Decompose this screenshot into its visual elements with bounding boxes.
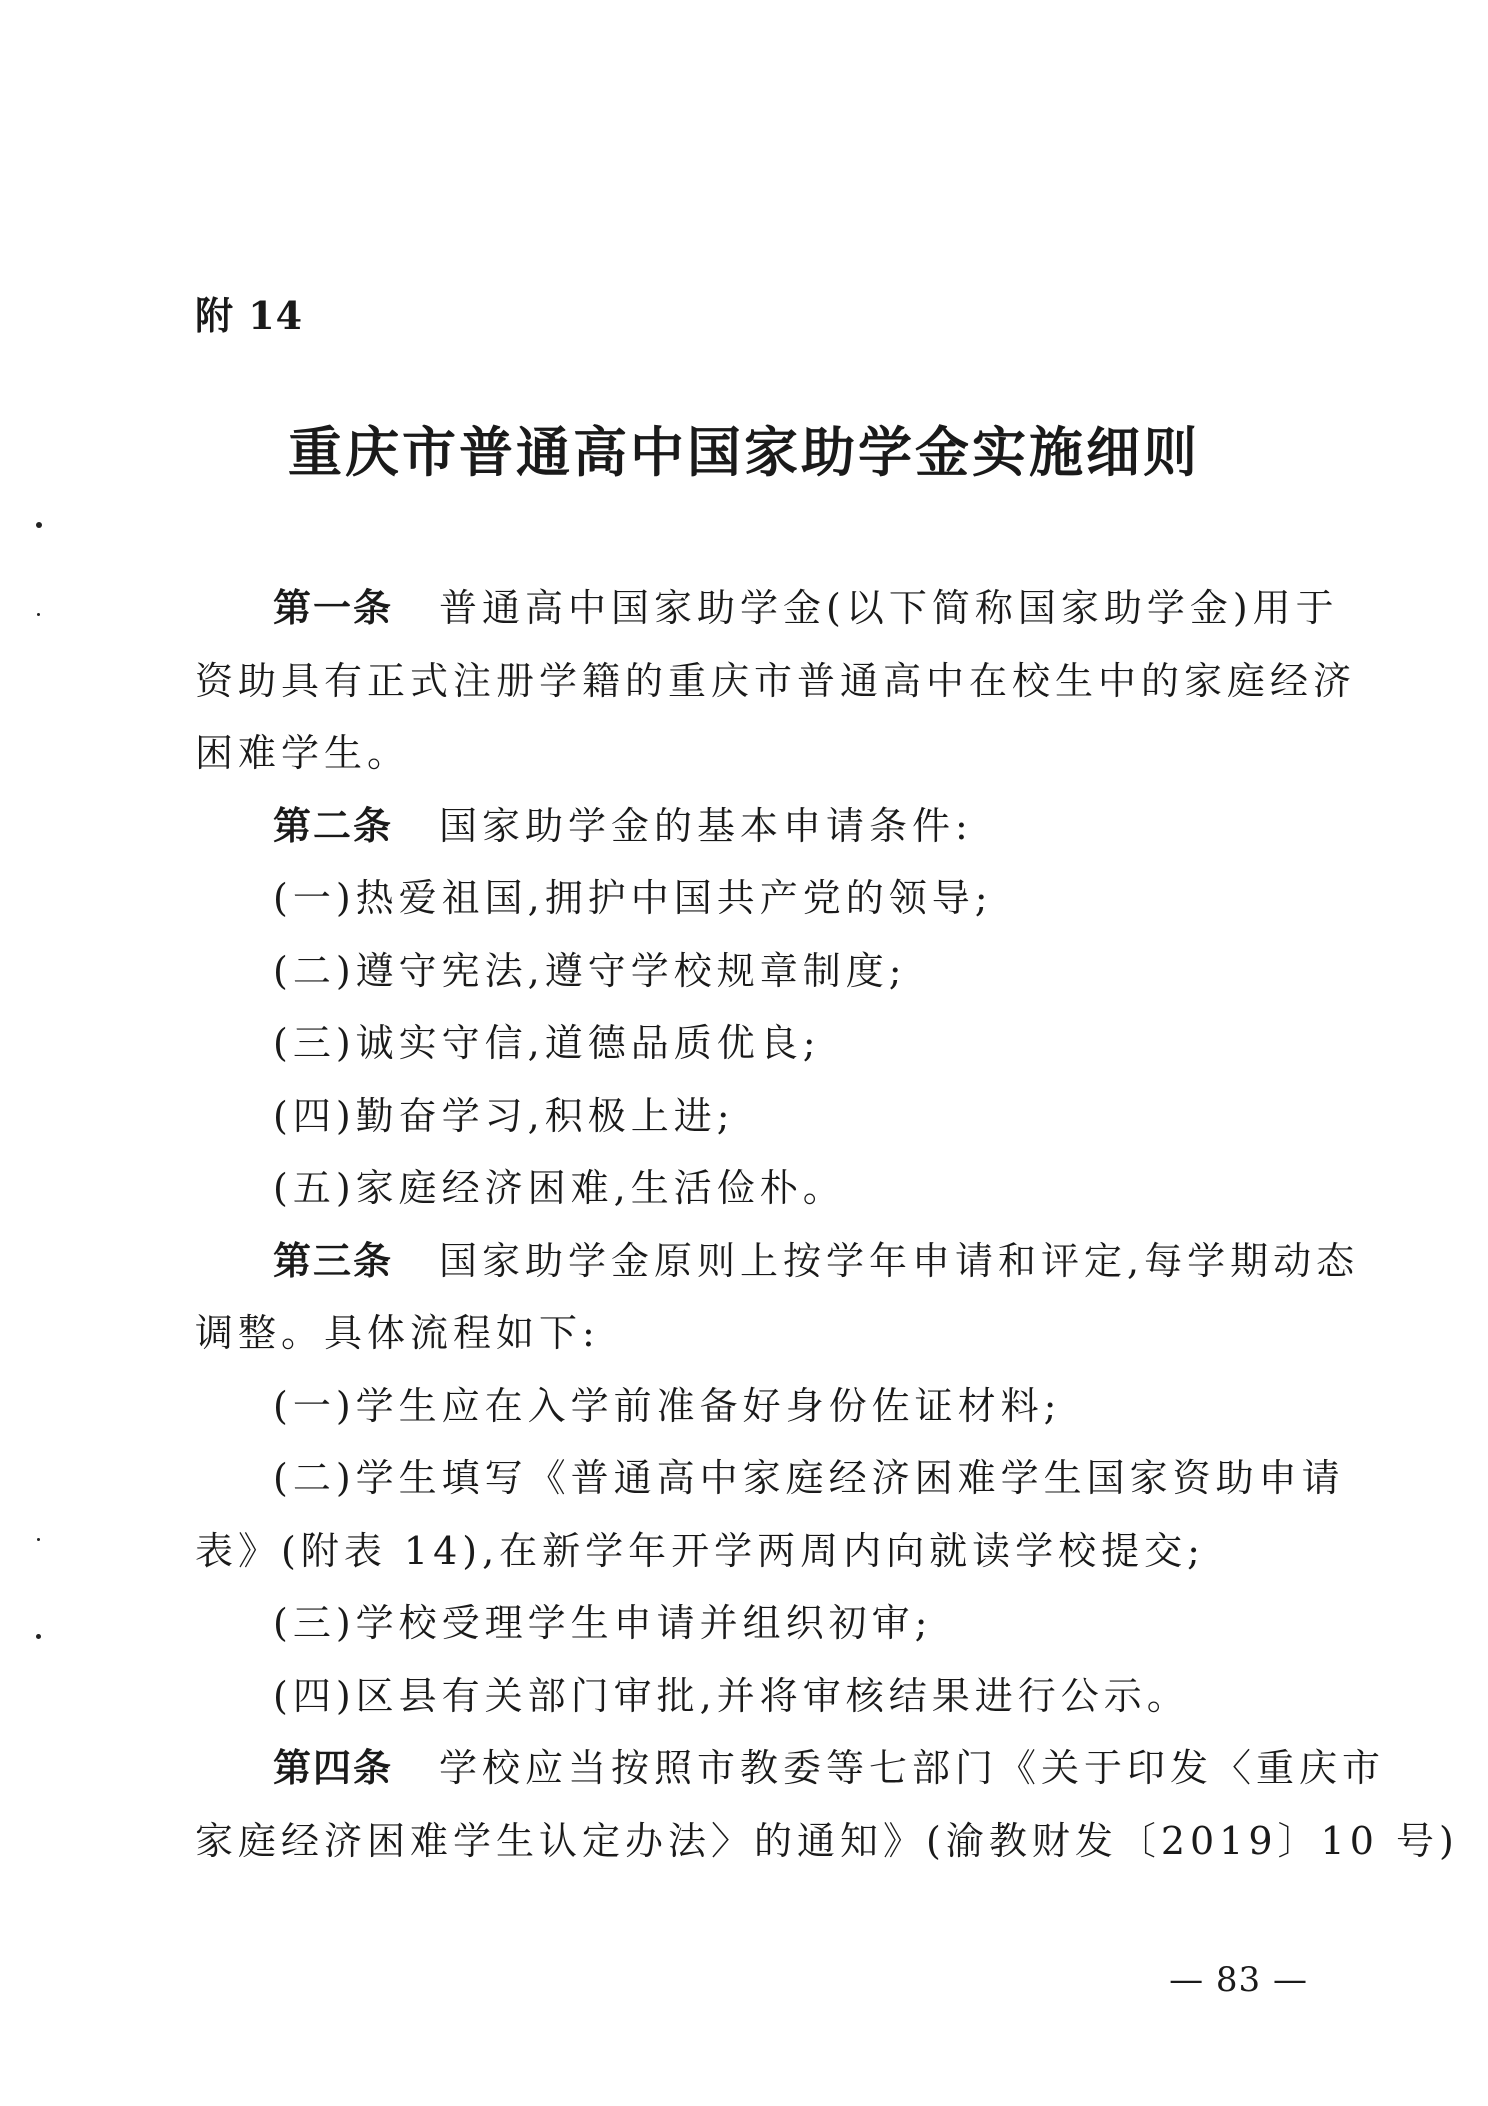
list-item: (四)勤奋学习,积极上进; bbox=[273, 1093, 735, 1138]
list-item-continuation: 表》(附表 14),在新学年开学两周内向就读学校提交; bbox=[195, 1528, 1205, 1573]
article-4-line-2: 家庭经济困难学生认定办法〉的通知》(渝教财发〔2019〕10 号) bbox=[195, 1818, 1459, 1863]
page-number: — 83 — bbox=[1169, 1960, 1308, 2000]
article-heading: 第四条 bbox=[273, 1745, 394, 1790]
list-item: (三)诚实守信,道德品质优良; bbox=[273, 1021, 821, 1065]
list-item: (三)学校受理学生申请并组织初审; bbox=[273, 1601, 933, 1645]
article-text: 普通高中国家助学金(以下简称国家助学金)用于 bbox=[439, 586, 1339, 630]
article-1-line-2: 资助具有正式注册学籍的重庆市普通高中在校生中的家庭经济 bbox=[195, 658, 1357, 703]
article-text: 国家助学金的基本申请条件: bbox=[439, 803, 973, 848]
article-1-line-3: 困难学生。 bbox=[195, 731, 411, 775]
page-title: 重庆市普通高中国家助学金实施细则 bbox=[288, 420, 1200, 484]
article-3-line-2: 调整。具体流程如下: bbox=[195, 1311, 600, 1355]
list-item: (一)热爱祖国,拥护中国共产党的领导; bbox=[273, 876, 993, 920]
attachment-label: 附 14 bbox=[195, 293, 304, 338]
article-1-line-1 bbox=[195, 572, 1339, 645]
article-2-line-1 bbox=[195, 790, 1305, 863]
scan-speck bbox=[37, 613, 40, 616]
list-item: (五)家庭经济困难,生活俭朴。 bbox=[273, 1166, 846, 1210]
list-item: (一)学生应在入学前准备好身份佐证材料; bbox=[273, 1383, 1062, 1428]
document-body bbox=[195, 572, 1459, 1877]
article-heading: 第二条 bbox=[273, 802, 394, 848]
article-heading: 第一条 bbox=[273, 585, 394, 630]
list-item: (二)学生填写《普通高中家庭经济困难学生国家资助申请 bbox=[273, 1456, 1345, 1500]
scan-speck bbox=[36, 522, 42, 528]
article-3-line-1 bbox=[195, 1225, 1360, 1298]
scan-speck bbox=[36, 1634, 41, 1639]
article-4-line-1 bbox=[195, 1732, 1386, 1805]
article-heading: 第三条 bbox=[273, 1237, 394, 1283]
article-text: 国家助学金原则上按学年申请和评定,每学期动态 bbox=[439, 1238, 1360, 1283]
list-item: (四)区县有关部门审批,并将审核结果进行公示。 bbox=[273, 1673, 1190, 1718]
scan-speck bbox=[37, 1538, 40, 1541]
article-text: 学校应当按照市教委等七部门《关于印发〈重庆市 bbox=[439, 1746, 1386, 1790]
list-item: (二)遵守宪法,遵守学校规章制度; bbox=[273, 948, 907, 993]
